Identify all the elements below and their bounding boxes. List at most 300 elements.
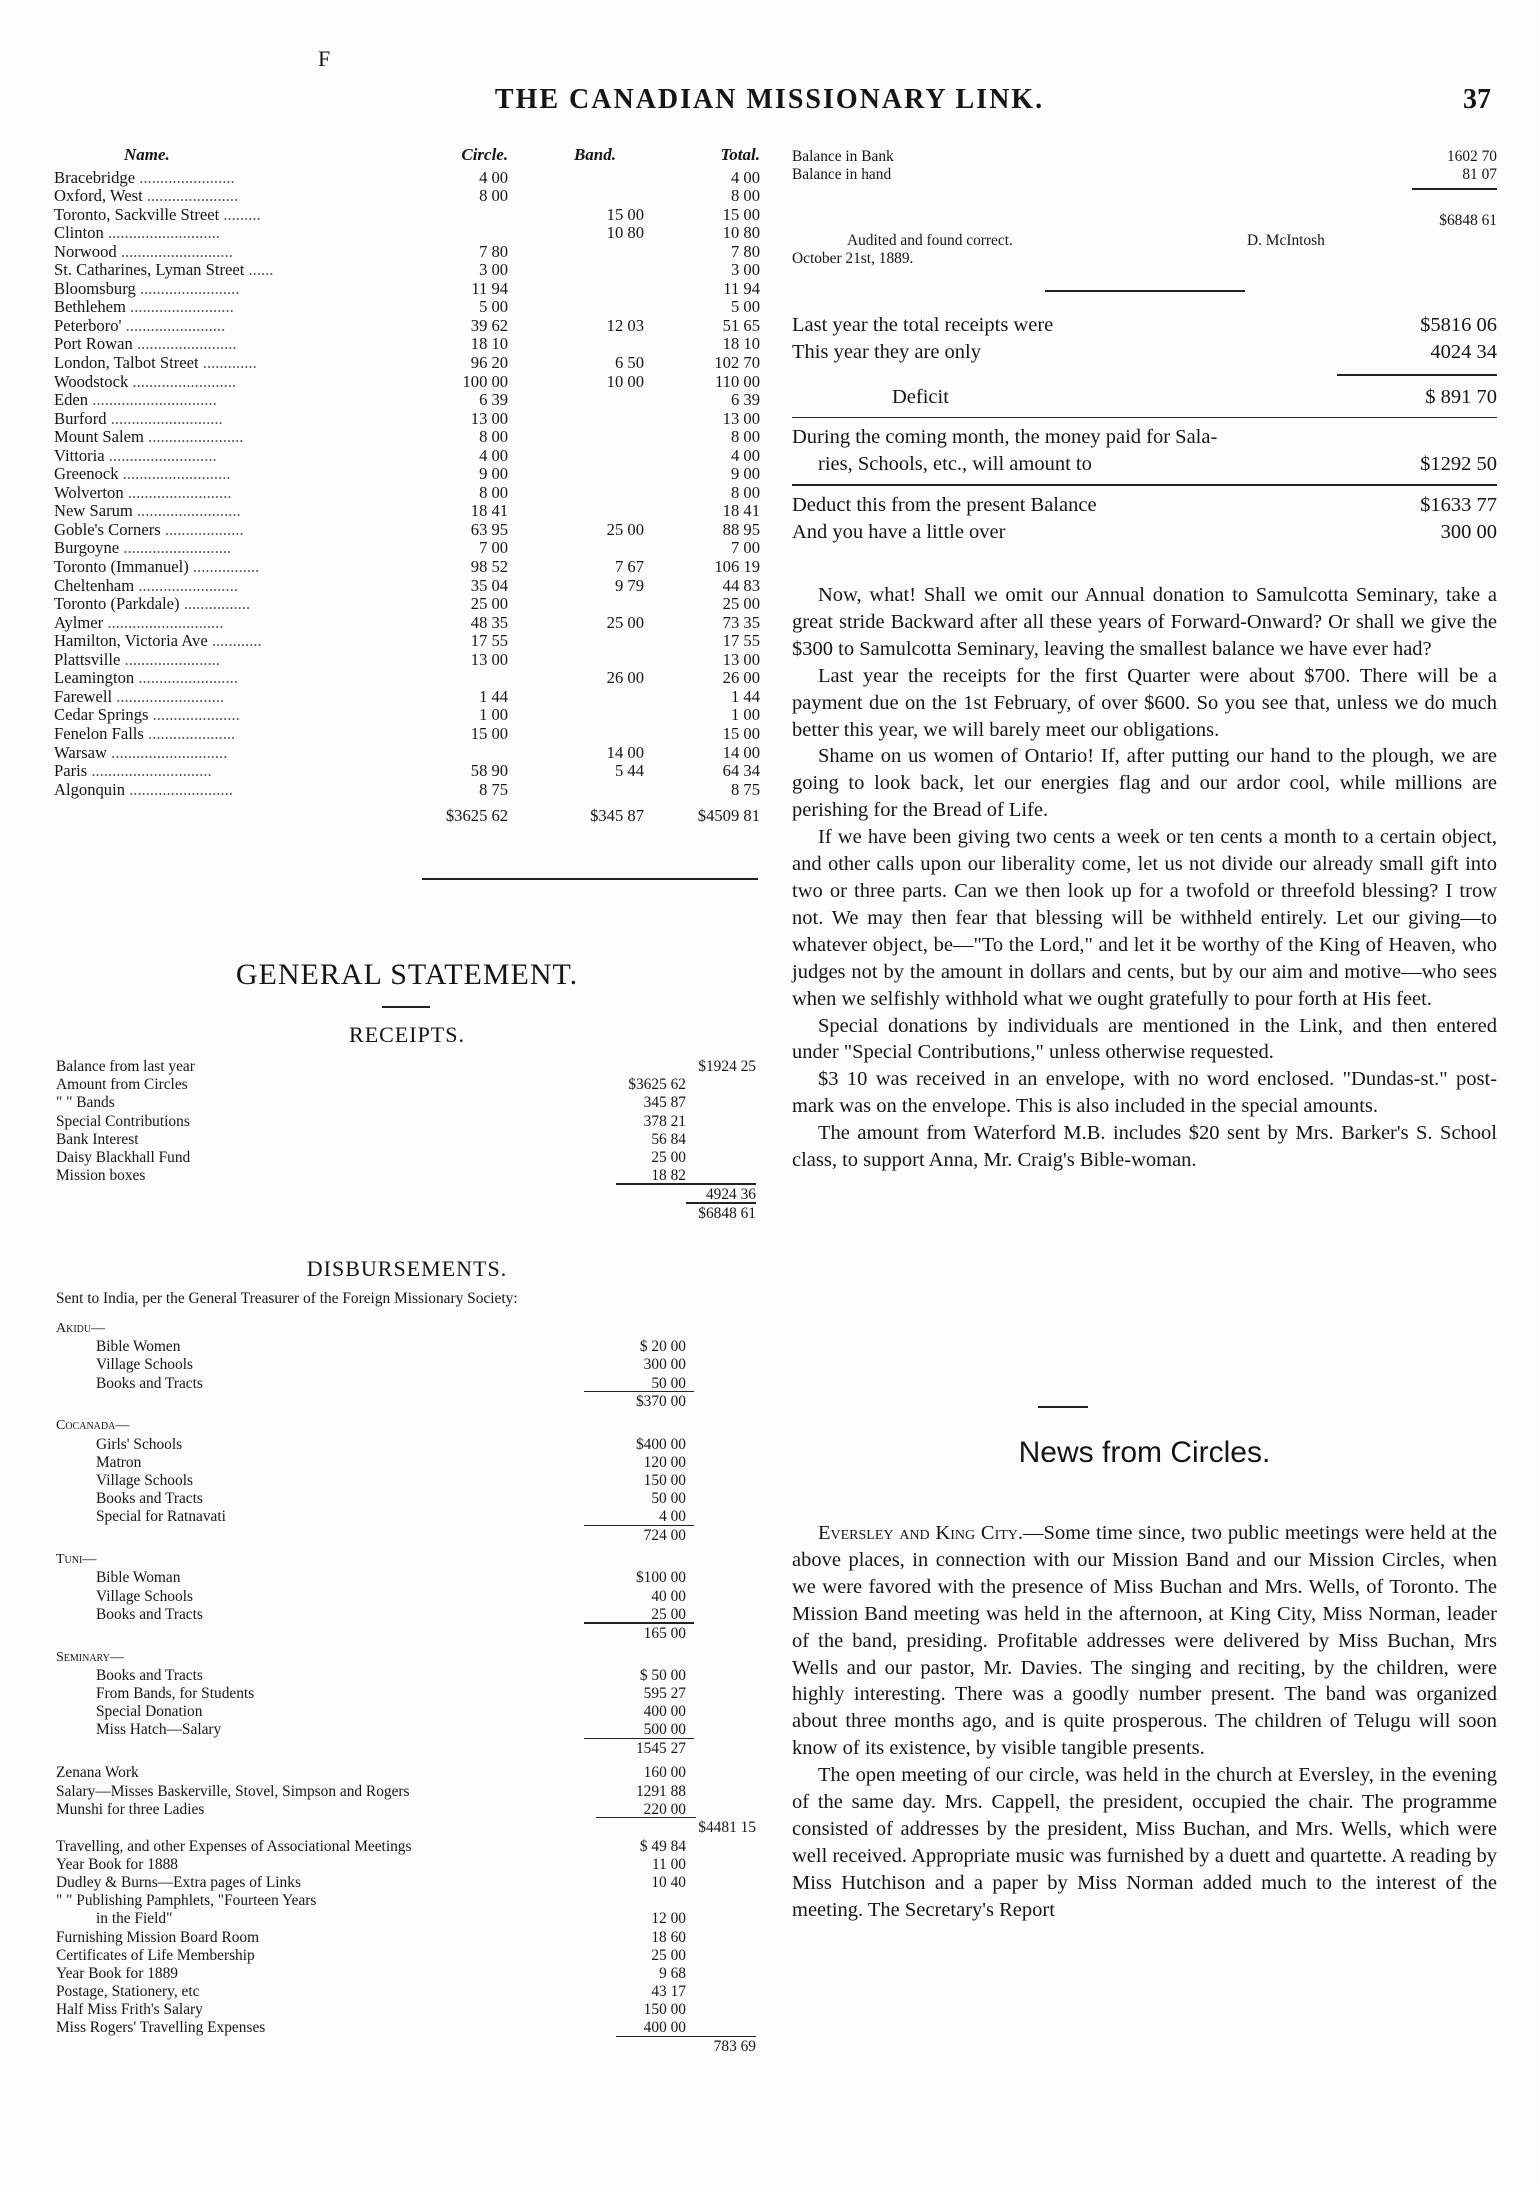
circle-name-text: Woodstock: [54, 371, 129, 391]
band-amount: [508, 447, 644, 466]
statement-row: [56, 1703, 756, 1721]
statement-row: [56, 1454, 756, 1472]
statement-label: Miss Hatch—Salary: [96, 1721, 222, 1739]
statement-label: [56, 1625, 514, 1643]
figure-row: [792, 339, 1497, 366]
table-row: [54, 335, 760, 354]
disbursements-heading: DISBURSEMENTS.: [306, 1256, 508, 1281]
amount-col-1: [514, 1393, 600, 1411]
figure-label: Last year the total receipts were: [792, 314, 1054, 336]
amount-col-1: [514, 1338, 600, 1356]
band-amount: [508, 465, 644, 484]
leader-dots: .........: [219, 204, 261, 224]
statement-row: [56, 2019, 756, 2037]
circle-amount: 7 00: [479, 538, 509, 558]
circle-name: [54, 502, 433, 521]
amount-col-3: $1924 25: [698, 1058, 756, 1075]
table-row: [54, 502, 760, 521]
circle-name: [54, 614, 433, 633]
table-row: [54, 539, 760, 558]
amount-col-3: [686, 1131, 756, 1149]
circle-name: [54, 206, 433, 225]
statement-label: Furnishing Mission Board Room: [56, 1928, 260, 1946]
amount-col-1: [514, 1649, 600, 1667]
statement-label: Half Miss Frith's Salary: [56, 2001, 203, 2019]
amount-col-1: [514, 1947, 600, 1965]
table-row: [54, 521, 760, 540]
amount-col-3: [686, 1625, 756, 1643]
amount-col-3: [686, 1393, 756, 1411]
appeal-paragraph: If we have been giving two cents a week or ten cents a month to a certain object, and other calls upon our liberality come, let us not divide our already small gift into two or three parts. Can we then look up for a twofold or threefold blessing? I trow not. We may then fear that blessing will be withheld entirely. Let our giving—to whatever object, be—"To the Lord," and let it be worthy of the King of Heaven, who judges not by the amount in dollars and cents, but by our aim and motive—who sees when we selfishly withhold what we ought gratefully to pour forth at His feet.: [792, 826, 1497, 1010]
amount-col-3: [686, 1436, 756, 1454]
statement-row: [56, 1721, 756, 1739]
statement-label: [56, 2038, 514, 2056]
statement-label: Special Donation: [96, 1703, 203, 1721]
circle-name-text: Burgoyne: [54, 538, 120, 558]
circle-amount: 5 00: [479, 297, 509, 317]
circle-name-text: Cheltenham: [54, 575, 135, 595]
news-lead: Eversley and King City.: [818, 1522, 1024, 1544]
amount-col-2: 18 82: [651, 1167, 686, 1185]
statement-label: [56, 1740, 514, 1758]
leader-dots: .........................: [132, 501, 241, 521]
statement-label: " " Bands: [56, 1094, 115, 1112]
circle-name-text: Greenock: [54, 464, 119, 484]
amount-col-1: [514, 1910, 600, 1928]
amount-col-2: 1545 27: [635, 1740, 686, 1758]
amount-col-1: [514, 1703, 600, 1721]
amount-col-1: [514, 1983, 600, 2001]
leader-dots: ..............................: [88, 390, 217, 410]
amount-col-2: 1291 88: [635, 1782, 686, 1800]
amount-col-3: [686, 1667, 756, 1685]
circle-name: [54, 373, 433, 392]
circle-name-text: Bethlehem: [54, 297, 126, 317]
amount-col-2: [600, 1320, 686, 1338]
amount-col-2: 50 00: [651, 1490, 686, 1508]
statement-row: [56, 1838, 756, 1856]
circle-amount: 17 55: [470, 631, 509, 651]
table-row: [54, 688, 760, 707]
statement-label: Books and Tracts: [96, 1374, 203, 1392]
amount-col-2: 4 00: [659, 1508, 686, 1526]
total-amount: 3 00: [730, 260, 760, 280]
leader-dots: ..........................: [112, 686, 225, 706]
statement-label: Books and Tracts: [96, 1490, 203, 1508]
statement-label: Books and Tracts: [96, 1605, 203, 1623]
statement-row: [56, 1058, 756, 1076]
amount-col-3: [686, 1588, 756, 1606]
news-paragraph-1: Eversley and King City.—Some time since, two public meetings were held at the above places, in connection with our Mission Band and our Mission Circles, when we were favored with the presence of Miss Buchan and Mrs. Wells, of Toronto. The Mission Band meeting was held in the afternoon, at King City, Miss Norman, leader of the band, presiding. Profitable addresses were delivered by Miss Buchan, Mrs Wells and our pastor, Mr. Davies. The singing and reciting, by the children, were highly interesting. There was a goodly number present. The band was organized about three months ago, and is quite prosperous. The children of Telugu will soon know of its existence, by visible tangible presents.: [792, 1522, 1498, 1760]
statement-row: [56, 1685, 756, 1703]
band-amount: [508, 280, 644, 299]
circle-amount: 39 62: [470, 315, 509, 335]
statement-label: Village Schools: [96, 1472, 193, 1489]
total-amount: 18 10: [722, 334, 760, 354]
statement-label: in the Field": [96, 1910, 173, 1928]
leader-dots: ............................: [107, 742, 228, 762]
amount-col-2: [600, 1205, 686, 1223]
amount-col-2: [600, 1892, 686, 1910]
statement-row: [56, 1740, 756, 1758]
table-row: [54, 261, 760, 280]
amount-col-1: [514, 1076, 600, 1094]
leader-dots: ..........................: [104, 445, 217, 465]
amount-col-1: [514, 1167, 600, 1185]
circle-name: [54, 391, 433, 410]
circle-amount: 1 00: [479, 705, 509, 725]
table-row: [54, 744, 760, 763]
statement-label: [56, 1205, 514, 1223]
leader-dots: .........................: [125, 779, 233, 799]
circle-name-text: Goble's Corners: [54, 519, 161, 539]
statement-row: [56, 1625, 756, 1643]
amount-col-2: 43 17: [651, 1983, 686, 2001]
circle-amount: 11 94: [471, 278, 509, 298]
circle-name: [54, 725, 433, 744]
circle-name: [54, 261, 433, 280]
statement-label: Daisy Blackhall Fund: [56, 1148, 191, 1166]
statement-label: [56, 1393, 514, 1411]
amount-col-3: $6848 61: [698, 1204, 756, 1222]
amount-col-3: [686, 1783, 756, 1801]
statement-label: Seminary—: [56, 1649, 124, 1665]
amount-col-2: 25 00: [651, 1605, 686, 1623]
news-heading: News from Circles.: [1018, 1436, 1271, 1469]
coming-month-value: $1292 50: [1420, 453, 1497, 475]
column-header-total: Total.: [720, 145, 760, 164]
statement-row: [56, 1149, 756, 1167]
statement-row: [56, 1947, 756, 1965]
circle-amount: 8 75: [479, 779, 509, 799]
table-row: [54, 373, 760, 392]
amount-col-1: [514, 1058, 600, 1076]
table-row: [54, 391, 760, 410]
leader-dots: .........................: [128, 371, 237, 391]
table-row: [54, 577, 760, 596]
circle-amount: [433, 206, 509, 225]
total-amount: 64 34: [722, 761, 760, 781]
amount-col-1: [514, 1764, 600, 1782]
amount-col-2: $ 20 00: [639, 1338, 686, 1356]
appeal-paragraph: Last year the receipts for the first Quarter were about $700. There will be a payment due on the 1st February, of over $600. So you see that, unless we do much better this year, we will barely meet our obligations.: [792, 664, 1497, 741]
band-amount: [508, 410, 644, 429]
band-amount: [508, 725, 644, 744]
statement-label: Salary—Misses Baskerville, Stovel, Simpson and Rogers: [56, 1782, 410, 1800]
statement-label: Village Schools: [96, 1356, 193, 1374]
statement-row: [56, 1929, 756, 1947]
amount-col-1: [514, 1606, 600, 1624]
statement-row: [56, 1508, 756, 1526]
circle-amount: 8 00: [479, 186, 509, 206]
amount-col-3: [686, 1740, 756, 1758]
column-header-circle: Circle.: [461, 145, 509, 164]
amount-col-1: [514, 2001, 600, 2019]
amount-col-2: 40 00: [651, 1587, 686, 1605]
circle-amount: 13 00: [470, 649, 509, 669]
statement-row: [56, 1588, 756, 1606]
band-amount: [508, 484, 644, 503]
amount-col-2: 25 00: [651, 1148, 686, 1166]
figure-value: $5816 06: [1420, 314, 1497, 336]
amount-col-2: 10 40: [651, 1873, 686, 1891]
totals-rule: [422, 878, 758, 880]
table-row: [54, 354, 760, 373]
band-amount: 25 00: [606, 612, 644, 632]
band-amount: [508, 261, 644, 280]
statement-label: [56, 1527, 514, 1545]
amount-col-1: [514, 1819, 600, 1837]
total-amount: 8 75: [730, 779, 760, 799]
circle-amount: 100 00: [462, 371, 509, 391]
total-amount: 1 44: [730, 686, 760, 706]
circle-name-text: New Sarum: [54, 501, 133, 521]
amount-col-2: 56 84: [651, 1130, 686, 1148]
leader-dots: ........................: [121, 315, 226, 335]
circle-name-text: Burford: [54, 408, 107, 428]
table-row: [54, 298, 760, 317]
circle-name-text: Mount Salem: [54, 427, 144, 447]
amount-col-2: $ 49 84: [639, 1837, 686, 1855]
band-amount: 14 00: [606, 742, 644, 762]
amount-col-1: [514, 1375, 600, 1393]
amount-col-2: 150 00: [643, 2001, 686, 2019]
statement-label: Books and Tracts: [96, 1666, 203, 1684]
total-amount: 4 00: [730, 445, 760, 465]
statement-label: From Bands, for Students: [96, 1685, 255, 1703]
leader-dots: ............: [207, 631, 262, 651]
leader-dots: ...........................: [103, 223, 220, 243]
circle-amount: 4 00: [479, 167, 509, 187]
statement-label: Matron: [96, 1453, 142, 1471]
circle-name-text: Vittoria: [54, 445, 105, 465]
section-rule: [1045, 290, 1245, 292]
band-amount: [508, 335, 644, 354]
circle-name-text: Eden: [54, 390, 89, 410]
total-amount: 73 35: [722, 612, 760, 632]
leader-dots: .......................: [135, 167, 235, 187]
statement-row: [56, 1393, 756, 1411]
leader-dots: ...........................: [106, 408, 223, 428]
circle-amount: 96 20: [470, 353, 509, 373]
circle-name-text: Bloomsburg: [54, 278, 136, 298]
table-row: [54, 243, 760, 262]
statement-row: [56, 1490, 756, 1508]
figure-row: [792, 312, 1497, 339]
table-row: [54, 428, 760, 447]
circle-amount: 25 00: [470, 594, 509, 614]
circles-rows: [54, 169, 760, 800]
total-total: $4509 81: [697, 806, 760, 826]
statement-label: Tuni—: [56, 1552, 97, 1568]
auditor-name: D. McIntosh: [1247, 232, 1325, 250]
statement-row: [56, 2038, 756, 2056]
coming-month-line1: During the coming month, the money paid for Sala-: [792, 426, 1218, 448]
amount-col-1: [514, 1113, 600, 1131]
circle-name: [54, 558, 433, 577]
amount-col-3: [686, 1472, 756, 1490]
circle-name-text: Clinton: [54, 223, 104, 243]
circle-amount: [433, 224, 509, 243]
total-amount: 106 19: [714, 557, 760, 577]
total-amount: 5 00: [730, 297, 760, 317]
statement-row: [56, 1551, 756, 1569]
amount-col-3: [686, 1417, 756, 1435]
statement-label: Year Book for 1889: [56, 1964, 178, 1982]
appeal-paragraphs: [792, 582, 1497, 1174]
amount-col-3: [686, 1856, 756, 1874]
band-amount: 10 80: [606, 223, 644, 243]
appeal-paragraph: The amount from Waterford M.B. includes $20 sent by Mrs. Barker's S. School class, to support Anna, Mr. Craig's Bible-woman.: [792, 1122, 1497, 1172]
statement-row: [56, 1320, 756, 1338]
amount-col-3: [686, 1375, 756, 1393]
circle-amount: 4 00: [479, 445, 509, 465]
band-amount: [508, 539, 644, 558]
deduct-value: 300 00: [1440, 520, 1497, 543]
statement-row: [56, 1167, 756, 1185]
statement-row: [56, 1856, 756, 1874]
page-number: 37: [1463, 84, 1491, 115]
leader-dots: .............: [198, 353, 257, 373]
heading-rule: [382, 1006, 430, 1008]
amount-col-3: [686, 1113, 756, 1131]
amount-col-3: [686, 1551, 756, 1569]
deduct-label: Deduct this from the present Balance: [792, 493, 1097, 516]
circle-name: [54, 335, 433, 354]
statement-row: [56, 1819, 756, 1837]
band-amount: [508, 298, 644, 317]
statement-row: [56, 1569, 756, 1587]
amount-col-3: [686, 1874, 756, 1892]
amount-col-3: [686, 1649, 756, 1667]
band-amount: [508, 632, 644, 651]
table-row: [54, 224, 760, 243]
circle-name-text: St. Catharines, Lyman Street: [54, 260, 245, 280]
leader-dots: ................: [188, 557, 260, 577]
amount-col-2: 9 68: [659, 1964, 686, 1982]
statement-row: [56, 1983, 756, 2001]
amount-col-2: 724 00: [643, 1527, 686, 1545]
amount-col-2: 345 87: [643, 1094, 686, 1112]
amount-col-3: [686, 1721, 756, 1739]
amount-col-2: 220 00: [643, 1800, 686, 1818]
circle-name: [54, 669, 433, 688]
amount-col-2: 500 00: [643, 1721, 686, 1739]
amount-col-2: 165 00: [643, 1624, 686, 1642]
balance-row: [792, 166, 1497, 184]
circle-name-text: Plattsville: [54, 649, 121, 669]
band-amount: 25 00: [606, 519, 644, 539]
amount-col-3: [686, 1606, 756, 1624]
circle-amount: 58 90: [470, 761, 509, 781]
appeal-paragraph: $3 10 was received in an envelope, with no word enclosed. "Dundas-st." post-mark was on the envelope. This is also included in the special amounts.: [792, 1068, 1497, 1118]
band-amount: 26 00: [606, 668, 644, 688]
amount-col-3: [686, 1892, 756, 1910]
circle-name: [54, 632, 433, 651]
statement-row: [56, 1667, 756, 1685]
balance-row: [792, 148, 1497, 166]
amount-col-2: [600, 1551, 686, 1569]
statement-label: Postage, Stationery, etc: [56, 1983, 200, 2001]
news-article: [792, 1520, 1497, 1924]
deduct-row: [792, 519, 1497, 546]
circle-name-text: Paris: [54, 761, 88, 781]
circle-amount: 13 00: [470, 408, 509, 428]
leader-dots: ........................: [135, 278, 240, 298]
sent-to-india-line: Sent to India, per the General Treasurer of the Foreign Missionary Society:: [56, 1290, 518, 1307]
receipts-list: [56, 1058, 756, 1223]
table-row: [54, 762, 760, 781]
amount-col-1: [514, 1205, 600, 1223]
total-amount: 9 00: [730, 464, 760, 484]
amount-col-3: 4924 36: [705, 1185, 756, 1203]
statement-label: Balance from last year: [56, 1058, 195, 1075]
circle-amount: 18 10: [470, 334, 509, 354]
leader-dots: ..........................: [119, 538, 232, 558]
statement-label: Bank Interest: [56, 1130, 139, 1148]
table-row: [54, 280, 760, 299]
table-row: [54, 669, 760, 688]
table-row: [54, 169, 760, 188]
circle-name-text: Leamington: [54, 668, 135, 688]
statement-label: Bible Women: [96, 1338, 181, 1356]
deficit-value: $ 891 70: [1425, 385, 1497, 408]
amount-col-1: [514, 1186, 600, 1204]
figure-value: 4024 34: [1430, 341, 1497, 363]
statement-row: [56, 1375, 756, 1393]
band-amount: 12 03: [606, 315, 644, 335]
ornament-rule: [1038, 1406, 1088, 1408]
amount-col-2: 18 60: [651, 1928, 686, 1946]
leader-dots: ........................: [134, 668, 238, 688]
amount-col-3: [686, 1076, 756, 1094]
circle-amount: 35 04: [470, 575, 509, 595]
amount-col-2: 378 21: [643, 1112, 686, 1130]
total-amount: 15 00: [722, 723, 760, 743]
total-amount: 8 00: [730, 186, 760, 206]
amount-col-3: [686, 1685, 756, 1703]
table-row: [54, 614, 760, 633]
balance-label: Balance in hand: [792, 166, 892, 184]
amount-col-1: [514, 1685, 600, 1703]
statement-row: [56, 1472, 756, 1490]
amount-col-2: $ 50 00: [639, 1666, 686, 1684]
circle-name-text: Oxford, West: [54, 186, 143, 206]
band-amount: [508, 391, 644, 410]
circle-amount: 8 00: [479, 482, 509, 502]
circle-name-text: Cedar Springs: [54, 705, 149, 725]
circle-name: [54, 521, 433, 540]
circle-name-text: Aylmer: [54, 612, 104, 632]
circle-name-text: Port Rowan: [54, 334, 133, 354]
table-row: [54, 632, 760, 651]
band-amount: [508, 187, 644, 206]
band-amount: 6 50: [614, 353, 644, 373]
appeal-paragraph: Now, what! Shall we omit our Annual donation to Samulcotta Seminary, take a great stride Backward after all these years of Forward-Onward? Or shall we give the $300 to Samulcotta Seminary, leaving the smallest balance we have ever had?: [792, 584, 1497, 660]
table-row: [54, 410, 760, 429]
statement-label: Certificates of Life Membership: [56, 1946, 255, 1964]
circle-name: [54, 744, 433, 763]
statement-label: Year Book for 1888: [56, 1855, 178, 1873]
amount-col-1: [514, 1527, 600, 1545]
amount-col-1: [514, 2038, 600, 2056]
amount-col-3: [686, 1703, 756, 1721]
amount-col-1: [514, 1417, 600, 1435]
circle-name: [54, 410, 433, 429]
leader-dots: ......................: [142, 186, 239, 206]
statement-label: Special for Ratnavati: [96, 1508, 226, 1526]
amount-col-3: [686, 1764, 756, 1782]
